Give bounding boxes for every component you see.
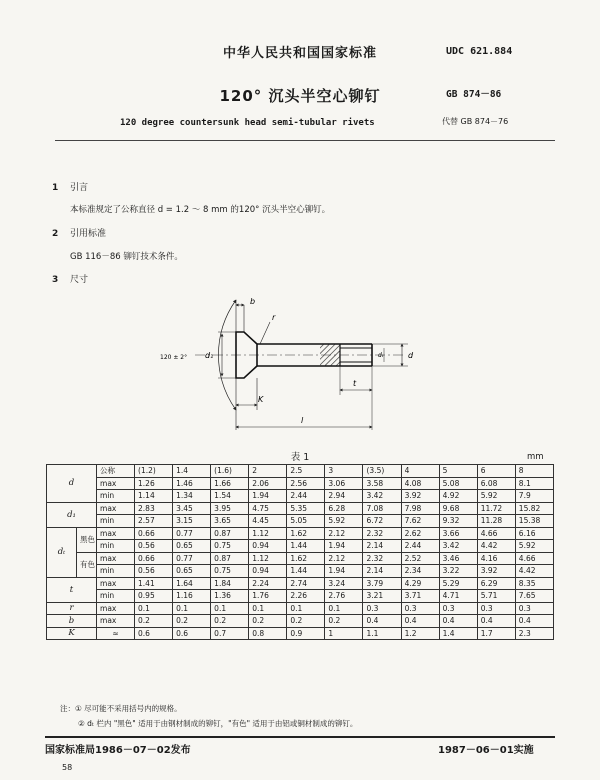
table-row (47, 565, 554, 578)
cell: 4.71 (439, 590, 477, 603)
row-label: min (97, 490, 135, 503)
cell: 4.75 (249, 502, 287, 515)
cell: 1.7 (477, 627, 515, 640)
cell: 0.1 (135, 602, 173, 615)
row-label: max (97, 552, 135, 565)
label-b: b (250, 297, 256, 306)
subgroup-color: 有色 (77, 552, 97, 577)
cell: 1.94 (249, 490, 287, 503)
section-1-text: 本标准规定了公称直径 d = 1.2 ～ 8 mm 的120° 沉头半空心铆钉。 (70, 205, 331, 215)
table-row (47, 615, 554, 628)
cell: 1.4 (173, 465, 211, 478)
cell: 0.1 (211, 602, 249, 615)
cell: 0.2 (173, 615, 211, 628)
cell: 1.36 (211, 590, 249, 603)
document-title: 120° 沉头半空心铆钉 (219, 87, 381, 105)
cell: (1.6) (211, 465, 249, 478)
cell: 1.44 (287, 540, 325, 553)
standard-header-title: 中华人民共和国国家标准 (222, 46, 377, 61)
cell: 0.8 (249, 627, 287, 640)
cell: 0.4 (363, 615, 401, 628)
table-row (47, 527, 554, 540)
row-label: max (97, 602, 135, 615)
section-title: 引用标准 (70, 229, 107, 239)
row-label: ≈ (97, 627, 135, 640)
angle-label: 120 ± 2° (160, 354, 188, 361)
cell: 8 (515, 465, 553, 478)
section-2-text: GB 116－86 铆钉技术条件。 (70, 252, 183, 262)
cell: 5.71 (477, 590, 515, 603)
symbol-r: r (47, 602, 97, 615)
cell: 3.79 (363, 577, 401, 590)
cell: 8.35 (515, 577, 553, 590)
cell: 5.92 (515, 540, 553, 553)
label-t: t (353, 379, 357, 388)
cell: 0.75 (211, 540, 249, 553)
cell: 0.75 (211, 565, 249, 578)
cell: 0.6 (173, 627, 211, 640)
cell: 1.1 (363, 627, 401, 640)
cell: 8.1 (515, 477, 553, 490)
cell: 1.66 (211, 477, 249, 490)
table-row (47, 590, 554, 603)
cell: 1.41 (135, 577, 173, 590)
cell: 2.52 (401, 552, 439, 565)
cell: 0.95 (135, 590, 173, 603)
cell: 0.2 (249, 615, 287, 628)
section-title: 引言 (70, 183, 89, 193)
implementation-date: 1987－06－01实施 (438, 745, 534, 756)
dimensions-table (46, 464, 554, 640)
cell: 0.87 (211, 527, 249, 540)
section-number: 3 (52, 275, 59, 285)
cell: 1.62 (287, 527, 325, 540)
cell: 0.56 (135, 540, 173, 553)
cell: 2.94 (325, 490, 363, 503)
cell: 0.66 (135, 527, 173, 540)
cell: 2.32 (363, 552, 401, 565)
cell: 5.29 (439, 577, 477, 590)
cell: 0.1 (287, 602, 325, 615)
cell: 7.08 (363, 502, 401, 515)
cell: 2.3 (515, 627, 553, 640)
cell: 2.76 (325, 590, 363, 603)
cell: 2.12 (325, 552, 363, 565)
cell: 5.92 (477, 490, 515, 503)
cell: 4.08 (401, 477, 439, 490)
cell: 4.92 (439, 490, 477, 503)
label-dt: dₜ (378, 352, 384, 359)
cell: 6.16 (515, 527, 553, 540)
row-label: min (97, 565, 135, 578)
table-row (47, 502, 554, 515)
symbol-d: d (47, 465, 97, 503)
cell: 2.44 (287, 490, 325, 503)
cell: 0.4 (515, 615, 553, 628)
cell: 0.66 (135, 552, 173, 565)
row-label: min (97, 515, 135, 528)
cell: 15.82 (515, 502, 553, 515)
cell: 2.34 (401, 565, 439, 578)
cell: 6.08 (477, 477, 515, 490)
cell: 5 (439, 465, 477, 478)
cell: 1.76 (249, 590, 287, 603)
cell: 3.92 (401, 490, 439, 503)
cell: 3.06 (325, 477, 363, 490)
cell: 2.14 (363, 565, 401, 578)
cell: 3.92 (477, 565, 515, 578)
cell: 2.83 (135, 502, 173, 515)
cell: 3.65 (211, 515, 249, 528)
cell: 1.94 (325, 565, 363, 578)
cell: 1.4 (439, 627, 477, 640)
cell: 5.05 (287, 515, 325, 528)
row-label: max (97, 527, 135, 540)
cell: 1.16 (173, 590, 211, 603)
row-label: 公称 (97, 465, 135, 478)
cell: 4.45 (249, 515, 287, 528)
cell: 7.62 (401, 515, 439, 528)
publish-date: 国家标准局1986－07－02发布 (45, 745, 191, 756)
cell: (3.5) (363, 465, 401, 478)
cell: 1.34 (173, 490, 211, 503)
cell: 2.56 (287, 477, 325, 490)
cell: 4.29 (401, 577, 439, 590)
label-l: l (301, 416, 304, 425)
cell: 0.3 (439, 602, 477, 615)
cell: 4 (401, 465, 439, 478)
cell: 7.98 (401, 502, 439, 515)
cell: 1.14 (135, 490, 173, 503)
subgroup-black: 黑色 (77, 527, 97, 552)
note-1: 注：① 尽可能不采用括号内的规格。 (60, 704, 182, 713)
cell: 0.94 (249, 565, 287, 578)
label-d: d (408, 351, 414, 360)
cell: 0.3 (363, 602, 401, 615)
cell: 0.4 (477, 615, 515, 628)
cell: 2.62 (401, 527, 439, 540)
cell: 2.32 (363, 527, 401, 540)
cell: 4.42 (477, 540, 515, 553)
cell: 1.64 (173, 577, 211, 590)
table-row (47, 515, 554, 528)
hatched-section (320, 344, 340, 366)
table-caption: 表 1 (290, 452, 310, 463)
cell: 0.2 (325, 615, 363, 628)
cell: 4.42 (515, 565, 553, 578)
cell: (1.2) (135, 465, 173, 478)
cell: 0.56 (135, 565, 173, 578)
udc-number: UDC 621.884 (446, 46, 513, 57)
cell: 15.38 (515, 515, 553, 528)
cell: 3.24 (325, 577, 363, 590)
table-row (47, 577, 554, 590)
cell: 0.3 (477, 602, 515, 615)
table-row (47, 552, 554, 565)
footer-divider (45, 736, 555, 738)
table-row (47, 602, 554, 615)
cell: 2.26 (287, 590, 325, 603)
cell: 7.65 (515, 590, 553, 603)
cell: 2.57 (135, 515, 173, 528)
cell: 1.62 (287, 552, 325, 565)
label-K: K (258, 395, 264, 404)
cell: 7.9 (515, 490, 553, 503)
row-label: min (97, 540, 135, 553)
cell: 0.3 (515, 602, 553, 615)
cell: 1 (325, 627, 363, 640)
cell: 2.06 (249, 477, 287, 490)
cell: 1.44 (287, 565, 325, 578)
cell: 0.2 (287, 615, 325, 628)
cell: 0.2 (135, 615, 173, 628)
cell: 3.71 (401, 590, 439, 603)
cell: 1.94 (325, 540, 363, 553)
cell: 2.44 (401, 540, 439, 553)
cell: 11.28 (477, 515, 515, 528)
cell: 1.12 (249, 552, 287, 565)
cell: 2.12 (325, 527, 363, 540)
label-r: r (272, 313, 276, 322)
cell: 0.6 (135, 627, 173, 640)
row-label: max (97, 577, 135, 590)
replaces-standard: 代替 GB 874－76 (442, 117, 509, 126)
cell: 2.74 (287, 577, 325, 590)
symbol-d1: d₁ (47, 502, 97, 527)
cell: 11.72 (477, 502, 515, 515)
cell: 1.84 (211, 577, 249, 590)
cell: 0.1 (325, 602, 363, 615)
cell: 3.45 (173, 502, 211, 515)
cell: 4.66 (477, 527, 515, 540)
cell: 0.4 (439, 615, 477, 628)
cell: 3 (325, 465, 363, 478)
cell: 1.46 (173, 477, 211, 490)
row-label: max (97, 615, 135, 628)
cell: 0.7 (211, 627, 249, 640)
cell: 3.46 (439, 552, 477, 565)
gb-number: GB 874－86 (446, 89, 502, 100)
cell: 3.21 (363, 590, 401, 603)
note-2: ② dₜ 栏内 "黑色" 适用于由钢材制成的铆钉，"有色" 适用于由铝或铜材制成的铆钉。 (78, 719, 358, 728)
table-row (47, 490, 554, 503)
cell: 0.2 (211, 615, 249, 628)
cell: 0.94 (249, 540, 287, 553)
cell: 3.95 (211, 502, 249, 515)
cell: 1.12 (249, 527, 287, 540)
section-number: 2 (52, 229, 59, 239)
english-title: 120 degree countersunk head semi-tubular rivets (120, 118, 375, 128)
cell: 0.1 (173, 602, 211, 615)
section-number: 1 (52, 183, 59, 193)
cell: 3.22 (439, 565, 477, 578)
cell: 2.5 (287, 465, 325, 478)
cell: 9.68 (439, 502, 477, 515)
table-row (47, 540, 554, 553)
symbol-dt: dₜ (47, 527, 77, 577)
cell: 3.42 (439, 540, 477, 553)
cell: 5.35 (287, 502, 325, 515)
cell: 0.65 (173, 540, 211, 553)
table-row (47, 465, 554, 478)
cell: 6.28 (325, 502, 363, 515)
cell: 3.58 (363, 477, 401, 490)
cell: 4.16 (477, 552, 515, 565)
row-label: max (97, 502, 135, 515)
cell: 2.14 (363, 540, 401, 553)
table-row (47, 627, 554, 640)
cell: 3.66 (439, 527, 477, 540)
cell: 9.32 (439, 515, 477, 528)
cell: 1.26 (135, 477, 173, 490)
cell: 5.08 (439, 477, 477, 490)
cell: 0.87 (211, 552, 249, 565)
row-label: min (97, 590, 135, 603)
symbol-t: t (47, 577, 97, 602)
page-number: 58 (62, 763, 73, 772)
row-label: max (97, 477, 135, 490)
table-unit: mm (527, 452, 544, 462)
cell: 4.66 (515, 552, 553, 565)
cell: 1.54 (211, 490, 249, 503)
cell: 6.72 (363, 515, 401, 528)
cell: 0.9 (287, 627, 325, 640)
label-d1: d₁ (205, 351, 214, 360)
cell: 0.1 (249, 602, 287, 615)
cell: 2.24 (249, 577, 287, 590)
cell: 6 (477, 465, 515, 478)
cell: 1.2 (401, 627, 439, 640)
cell: 0.4 (401, 615, 439, 628)
cell: 2 (249, 465, 287, 478)
cell: 0.77 (173, 552, 211, 565)
symbol-b: b (47, 615, 97, 628)
cell: 0.65 (173, 565, 211, 578)
cell: 0.3 (401, 602, 439, 615)
cell: 3.15 (173, 515, 211, 528)
symbol-K: K (47, 627, 97, 640)
cell: 0.77 (173, 527, 211, 540)
cell: 3.42 (363, 490, 401, 503)
cell: 5.92 (325, 515, 363, 528)
table-row (47, 477, 554, 490)
cell: 6.29 (477, 577, 515, 590)
section-title: 尺寸 (70, 275, 89, 285)
